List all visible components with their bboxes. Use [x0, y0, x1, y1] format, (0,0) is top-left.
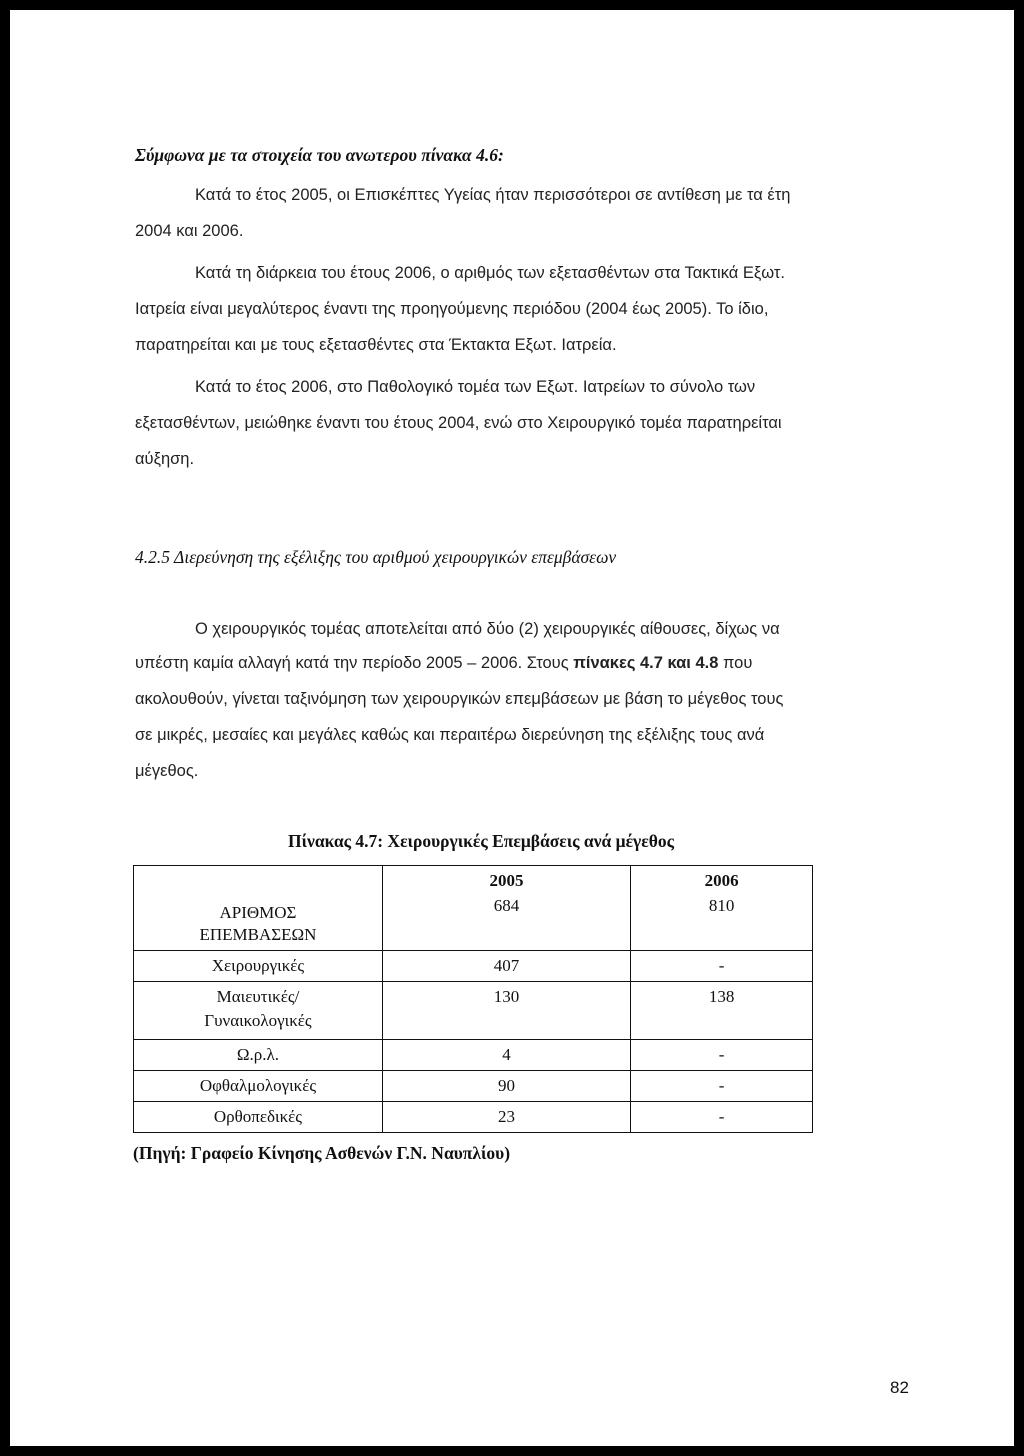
row-value-2005: 90: [382, 1071, 630, 1102]
row-value-2006: -: [631, 1040, 813, 1071]
table-row: [134, 1071, 813, 1102]
para1-line2: 2004 και 2006.: [135, 222, 244, 240]
para3-line1: Κατά το έτος 2006, στο Παθολογικό τομέα των Εξωτ. Ιατρείων το σύνολο των: [195, 378, 756, 396]
para3-line2: εξετασθέντων, μειώθηκε έναντι του έτους 2004, ενώ στο Χειρουργικό τομέα παρατηρείται: [135, 414, 782, 432]
table-row: [134, 1102, 813, 1133]
surgeries-table: [133, 865, 813, 1133]
table-row: [134, 951, 813, 982]
row-value-2005: 130: [382, 982, 630, 1040]
total-2006: 810: [631, 896, 813, 951]
para4-line4: σε μικρές, μεσαίες και μεγάλες καθώς και περαιτέρω διερεύνηση της εξέλιξης τους ανά: [135, 726, 765, 744]
row-value-2005: 23: [382, 1102, 630, 1133]
header-2005: 2005: [382, 866, 630, 897]
total-label-cell: [134, 866, 383, 951]
row-value-2005: 407: [382, 951, 630, 982]
total-label-line1: ΑΡΙΘΜΟΣ: [219, 903, 297, 922]
table-caption: Πίνακας 4.7: Χειρουργικές Επεμβάσεις ανά μέγεθος: [288, 831, 674, 851]
para4-line3: ακολουθούν, γίνεται ταξινόμηση των χειρουργικών επεμβάσεων με βάση το μέγεθος τους: [135, 690, 784, 708]
table-row: [134, 1040, 813, 1071]
intro-heading: Σύμφωνα με τα στοιχεία του ανωτερου πίνακα 4.6:: [135, 145, 504, 165]
para4-line2: [135, 654, 752, 673]
row-label: Οφθαλμολογικές: [134, 1071, 383, 1102]
table-reference: πίνακες 4.7 και 4.8: [573, 654, 719, 672]
header-2006: 2006: [631, 866, 813, 897]
para4-line2-text: υπέστη καμία αλλαγή κατά την περίοδο 2005 – 2006. Στους: [135, 654, 574, 672]
para4-line1: Ο χειρουργικός τομέας αποτελείται από δύο (2) χειρουργικές αίθουσες, δίχως να: [195, 620, 780, 638]
row-label: [134, 982, 383, 1040]
table-source: (Πηγή: Γραφείο Κίνησης Ασθενών Γ.Ν. Ναυπλίου): [133, 1143, 511, 1163]
row-label: Χειρουργικές: [134, 951, 383, 982]
document-page: [10, 10, 1014, 1446]
para1-line1: Κατά το έτος 2005, οι Επισκέπτες Υγείας ήταν περισσότεροι σε αντίθεση με τα έτη: [195, 186, 791, 204]
section-heading: 4.2.5 Διερεύνηση της εξέλιξης του αριθμού χειρουργικών επεμβάσεων: [135, 547, 617, 567]
row-value-2005: 4: [382, 1040, 630, 1071]
para4-line5: μέγεθος.: [135, 762, 199, 780]
row-label-line1: Μαιευτικές/: [216, 987, 300, 1006]
page-number: 82: [890, 1378, 909, 1397]
total-label-line2: ΕΠΕΜΒΑΣΕΩΝ: [199, 925, 317, 944]
table-header-row: [134, 866, 813, 897]
para2-line2: Ιατρεία είναι μεγαλύτερος έναντι της προηγούμενης περιόδου (2004 έως 2005). Το ίδιο,: [135, 300, 769, 318]
table-row: [134, 982, 813, 1040]
total-2005: 684: [382, 896, 630, 951]
para2-line1: Κατά τη διάρκεια του έτους 2006, ο αριθμός των εξετασθέντων στα Τακτικά Εξωτ.: [195, 264, 786, 282]
row-label-line2: Γυναικολογικές: [204, 1011, 312, 1030]
para4-line2-end: που: [718, 654, 753, 672]
row-label: Ορθοπεδικές: [134, 1102, 383, 1133]
row-value-2006: -: [631, 951, 813, 982]
para2-line3: παρατηρείται και με τους εξετασθέντες στα Έκτακτα Εξωτ. Ιατρεία.: [135, 336, 617, 354]
para3-line3: αύξηση.: [135, 450, 195, 468]
row-label: Ω.ρ.λ.: [134, 1040, 383, 1071]
row-value-2006: -: [631, 1071, 813, 1102]
row-value-2006: -: [631, 1102, 813, 1133]
row-value-2006: 138: [631, 982, 813, 1040]
